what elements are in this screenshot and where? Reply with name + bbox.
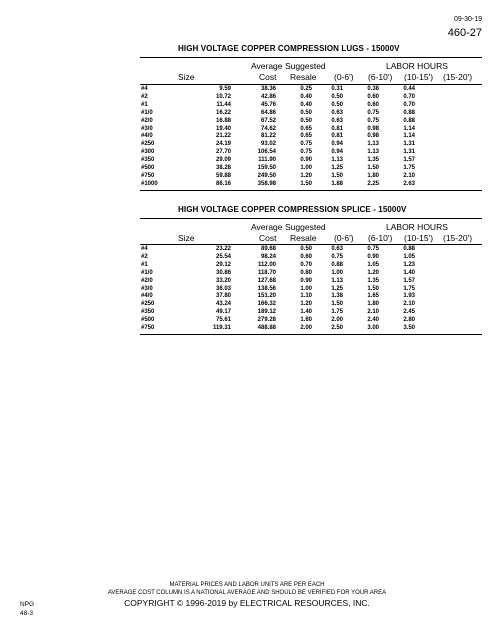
- cell-labor-6-10: 1.13: [331, 157, 343, 164]
- cell-labor-10-15: 1.50: [367, 165, 379, 172]
- cell-labor-10-15: 1.65: [367, 293, 379, 300]
- cell-suggested-resale: 151.20: [257, 293, 276, 300]
- table-row: [141, 254, 415, 262]
- cell-average-cost: 37.80: [215, 293, 231, 300]
- cell-labor-0-6: 1.50: [300, 180, 312, 187]
- col-labor-hours-label: LABOR HOURS: [386, 61, 448, 71]
- table-row: [141, 86, 415, 94]
- cell-size: #500: [141, 317, 155, 324]
- cell-labor-6-10: 1.25: [331, 285, 343, 292]
- cell-labor-15-20: 0.88: [403, 117, 415, 124]
- footer-note: AVERAGE COST COLUMN IS A NATIONAL AVERAGE AND SHOULD BE VERIFIED FOR YOUR AREA: [107, 590, 387, 596]
- cell-labor-6-10: 0.50: [331, 101, 343, 108]
- title-rule: [140, 218, 482, 219]
- table-row: [141, 278, 415, 286]
- table-row: [141, 102, 415, 110]
- cell-average-cost: 75.61: [215, 317, 231, 324]
- table-row: [141, 325, 415, 333]
- cell-size: #1: [141, 261, 148, 268]
- cell-size: #3/0: [141, 125, 153, 132]
- cell-labor-0-6: 1.60: [300, 317, 312, 324]
- cell-labor-6-10: 0.63: [331, 246, 343, 252]
- cell-suggested-resale: 93.02: [260, 141, 276, 148]
- cell-suggested-resale: 38.36: [260, 86, 276, 92]
- cell-suggested-resale: 249.50: [257, 172, 276, 179]
- cell-labor-6-10: 1.50: [331, 301, 343, 308]
- col-range-0-6: (0-6'): [334, 233, 354, 243]
- cell-labor-0-6: 2.00: [300, 325, 312, 332]
- table-row: [141, 110, 415, 118]
- table-row: [141, 270, 415, 278]
- cell-suggested-resale: 138.56: [257, 285, 276, 292]
- data-table-splice: [141, 246, 415, 333]
- cell-labor-15-20: 0.88: [403, 109, 415, 116]
- cell-labor-10-15: 0.60: [367, 101, 379, 108]
- cell-size: #1000: [141, 180, 158, 187]
- cell-labor-15-20: 0.70: [403, 101, 415, 108]
- col-average-label: Average: [251, 61, 283, 71]
- cell-labor-6-10: 1.25: [331, 165, 343, 172]
- cell-size: #1/0: [141, 269, 153, 276]
- cell-labor-15-20: 2.63: [403, 180, 415, 187]
- cell-average-cost: 9.59: [219, 86, 231, 92]
- cell-suggested-resale: 98.24: [260, 253, 276, 260]
- cell-average-cost: 38.28: [215, 165, 231, 172]
- cell-labor-15-20: 1.75: [403, 285, 415, 292]
- cell-size: #1: [141, 101, 148, 108]
- cell-suggested-resale: 159.50: [257, 165, 276, 172]
- table-row: [141, 126, 415, 134]
- copyright: COPYRIGHT © 1996-2019 by ELECTRICAL RESOURCES, INC.: [124, 598, 370, 608]
- cell-labor-15-20: 1.14: [403, 133, 415, 140]
- cell-labor-15-20: 1.93: [403, 293, 415, 300]
- cell-labor-0-6: 0.40: [300, 101, 312, 108]
- cell-labor-10-15: 1.13: [367, 141, 379, 148]
- cell-size: #250: [141, 141, 155, 148]
- cell-labor-0-6: 0.40: [300, 93, 312, 100]
- cell-size: #4/0: [141, 293, 153, 300]
- cell-size: #1/0: [141, 109, 153, 116]
- cell-average-cost: 86.16: [215, 180, 231, 187]
- cell-average-cost: 16.88: [215, 117, 231, 124]
- npg-label: [20, 600, 34, 618]
- cell-size: #3/0: [141, 285, 153, 292]
- cell-labor-10-15: 0.75: [367, 117, 379, 124]
- table-title-splice: HIGH VOLTAGE COPPER COMPRESSION SPLICE - 15000V: [178, 205, 407, 214]
- cell-labor-0-6: 0.75: [300, 149, 312, 156]
- cell-suggested-resale: 67.52: [260, 117, 276, 124]
- cell-labor-0-6: 0.25: [300, 86, 312, 92]
- cell-size: #750: [141, 172, 155, 179]
- cell-labor-0-6: 0.75: [300, 141, 312, 148]
- cell-size: #500: [141, 165, 155, 172]
- cell-suggested-resale: 279.28: [257, 317, 276, 324]
- cell-average-cost: 24.19: [215, 141, 231, 148]
- cell-labor-10-15: 3.00: [367, 325, 379, 332]
- cell-average-cost: 11.44: [216, 101, 231, 108]
- cell-size: #2/0: [141, 277, 153, 284]
- cell-labor-6-10: 0.81: [331, 125, 343, 132]
- cell-suggested-resale: 488.88: [257, 325, 276, 332]
- cell-suggested-resale: 127.68: [257, 277, 276, 284]
- cell-labor-0-6: 0.50: [300, 117, 312, 124]
- col-labor-hours-label: LABOR HOURS: [386, 222, 448, 232]
- cell-labor-10-15: 2.10: [367, 309, 379, 316]
- table-row: [141, 149, 415, 157]
- cell-labor-0-6: 0.65: [300, 133, 312, 140]
- table-row: [141, 157, 415, 165]
- cell-labor-10-15: 1.80: [367, 301, 379, 308]
- cell-labor-0-6: 0.60: [300, 253, 312, 260]
- cell-suggested-resale: 111.90: [258, 157, 276, 164]
- col-range-10-15: (10-15'): [404, 72, 434, 82]
- cell-suggested-resale: 45.76: [260, 101, 276, 108]
- cell-size: #2: [141, 93, 148, 100]
- cell-labor-6-10: 2.50: [331, 325, 343, 332]
- cell-suggested-resale: 106.54: [257, 149, 276, 156]
- title-rule: [140, 57, 482, 58]
- cell-size: #350: [141, 309, 155, 316]
- cell-labor-10-15: 0.90: [367, 253, 379, 260]
- cell-size: #2: [141, 253, 148, 260]
- cell-average-cost: 29.12: [215, 261, 231, 268]
- page-date: 09-30-19: [453, 16, 482, 23]
- table-row: [141, 262, 415, 270]
- cell-labor-6-10: 1.38: [331, 293, 343, 300]
- table-row: [141, 94, 415, 102]
- cell-labor-0-6: 1.20: [300, 301, 312, 308]
- cell-labor-15-20: 2.10: [403, 172, 415, 179]
- cell-suggested-resale: 89.68: [260, 246, 276, 252]
- cell-size: #250: [141, 301, 155, 308]
- cell-labor-10-15: 0.98: [367, 133, 379, 140]
- table-row: [141, 173, 415, 181]
- cell-labor-15-20: 1.57: [403, 157, 415, 164]
- cell-size: #2/0: [141, 117, 153, 124]
- table-bottom-rule: [140, 190, 482, 191]
- cell-labor-15-20: 3.50: [403, 325, 415, 332]
- cell-labor-15-20: 2.80: [403, 317, 415, 324]
- col-range-0-6: (0-6'): [334, 72, 354, 82]
- cell-average-cost: 29.09: [215, 157, 231, 164]
- cell-average-cost: 30.86: [215, 269, 231, 276]
- cell-size: #4/0: [141, 133, 153, 140]
- cell-suggested-resale: 166.32: [257, 301, 276, 308]
- cell-labor-6-10: 1.88: [331, 180, 343, 187]
- col-cost-label: Cost: [259, 72, 277, 82]
- cell-labor-6-10: 0.81: [331, 133, 343, 140]
- cell-labor-15-20: 0.70: [403, 93, 415, 100]
- cell-labor-0-6: 0.50: [300, 246, 312, 252]
- cell-labor-10-15: 1.50: [367, 285, 379, 292]
- col-range-15-20: (15-20'): [443, 233, 473, 243]
- cell-average-cost: 25.54: [215, 253, 231, 260]
- col-resale-label: Resale: [290, 233, 317, 243]
- cell-labor-15-20: 1.31: [403, 149, 415, 156]
- cell-size: #750: [141, 325, 155, 332]
- cell-labor-10-15: 0.60: [367, 93, 379, 100]
- cell-suggested-resale: 358.98: [257, 180, 276, 187]
- cell-labor-6-10: 0.63: [331, 117, 343, 124]
- cell-suggested-resale: 118.70: [257, 269, 276, 276]
- cell-labor-15-20: 1.31: [403, 141, 415, 148]
- cell-average-cost: 27.70: [215, 149, 231, 156]
- col-resale-label: Resale: [290, 72, 317, 82]
- cell-size: #4: [141, 86, 148, 92]
- cell-labor-0-6: 1.00: [300, 165, 312, 172]
- footer-note: MATERIAL PRICES AND LABOR UNITS ARE PER EACH: [169, 582, 325, 588]
- table-row: [141, 246, 415, 254]
- table-row: [141, 133, 415, 141]
- cell-labor-10-15: 1.05: [367, 261, 379, 268]
- cell-labor-10-15: 0.75: [367, 109, 379, 116]
- cell-labor-6-10: 0.94: [331, 149, 343, 156]
- cell-labor-10-15: 1.20: [367, 269, 379, 276]
- cell-suggested-resale: 64.86: [260, 109, 276, 116]
- cell-labor-0-6: 0.50: [300, 109, 312, 116]
- cell-labor-10-15: 2.40: [367, 317, 379, 324]
- cell-size: #300: [141, 149, 155, 156]
- table-row: [141, 165, 415, 173]
- table-row: [141, 118, 415, 126]
- cell-labor-15-20: 1.57: [403, 277, 415, 284]
- cell-average-cost: 49.17: [215, 309, 231, 316]
- col-size-label: Size: [178, 72, 195, 82]
- cell-labor-10-15: 0.38: [367, 86, 379, 92]
- table-row: [141, 286, 415, 294]
- col-suggested-label: Suggested: [285, 222, 326, 232]
- cell-labor-15-20: 1.14: [403, 125, 415, 132]
- cell-labor-6-10: 1.13: [331, 277, 343, 284]
- table-row: [141, 309, 415, 317]
- cell-labor-0-6: 0.90: [300, 157, 312, 164]
- npg-page: 48-3: [20, 610, 34, 617]
- cell-labor-6-10: 0.31: [331, 86, 343, 92]
- cell-labor-6-10: 1.50: [331, 172, 343, 179]
- cell-labor-6-10: 0.63: [331, 109, 343, 116]
- cell-labor-6-10: 0.50: [331, 93, 343, 100]
- cell-average-cost: 23.22: [215, 246, 231, 252]
- cell-labor-10-15: 1.35: [367, 277, 379, 284]
- cell-labor-15-20: 1.05: [403, 253, 415, 260]
- cell-labor-6-10: 1.00: [331, 269, 343, 276]
- cell-average-cost: 10.72: [215, 93, 231, 100]
- cell-labor-15-20: 1.75: [403, 165, 415, 172]
- col-range-15-20: (15-20'): [443, 72, 473, 82]
- col-range-10-15: (10-15'): [404, 233, 434, 243]
- cell-size: #4: [141, 246, 148, 252]
- header-rule: [140, 84, 482, 85]
- table-row: [141, 141, 415, 149]
- cell-labor-15-20: 1.40: [403, 269, 415, 276]
- cell-labor-6-10: 0.75: [331, 253, 343, 260]
- cell-labor-10-15: 2.25: [367, 180, 379, 187]
- col-suggested-label: Suggested: [285, 61, 326, 71]
- cell-average-cost: 59.88: [215, 172, 231, 179]
- cell-labor-0-6: 1.10: [300, 293, 312, 300]
- cell-labor-0-6: 1.40: [300, 309, 312, 316]
- npg-code: NPG: [20, 601, 35, 608]
- col-average-label: Average: [251, 222, 283, 232]
- cell-labor-0-6: 0.80: [300, 269, 312, 276]
- cell-labor-0-6: 0.70: [300, 261, 312, 268]
- page-number: 460-27: [447, 27, 482, 39]
- table-bottom-rule: [140, 334, 482, 335]
- cell-suggested-resale: 112.00: [257, 261, 276, 268]
- table-row: [141, 293, 415, 301]
- cell-labor-6-10: 2.00: [331, 317, 343, 324]
- cell-labor-0-6: 1.00: [300, 285, 312, 292]
- table-row: [141, 301, 415, 309]
- cell-suggested-resale: 42.86: [260, 93, 276, 100]
- cell-average-cost: 33.20: [215, 277, 231, 284]
- table-row: [141, 317, 415, 325]
- cell-average-cost: 16.22: [215, 109, 231, 116]
- cell-labor-6-10: 0.88: [331, 261, 343, 268]
- cell-average-cost: 19.40: [215, 125, 231, 132]
- cell-labor-6-10: 0.94: [331, 141, 343, 148]
- cell-labor-15-20: 0.44: [403, 86, 415, 92]
- cell-suggested-resale: 189.12: [257, 309, 276, 316]
- cell-labor-6-10: 1.75: [331, 309, 343, 316]
- cell-labor-15-20: 1.23: [403, 261, 415, 268]
- cell-labor-10-15: 1.35: [367, 157, 379, 164]
- data-table-lugs: [141, 86, 415, 189]
- col-range-6-10: (6-10'): [368, 72, 393, 82]
- cell-labor-0-6: 0.65: [300, 125, 312, 132]
- cell-labor-15-20: 2.45: [403, 309, 415, 316]
- cell-labor-0-6: 1.20: [300, 172, 312, 179]
- cell-labor-15-20: 2.10: [403, 301, 415, 308]
- cell-labor-10-15: 0.98: [367, 125, 379, 132]
- cell-labor-10-15: 1.80: [367, 172, 379, 179]
- cell-average-cost: 43.24: [215, 301, 231, 308]
- header-rule: [140, 244, 482, 245]
- cell-labor-15-20: 0.88: [403, 246, 415, 252]
- cell-average-cost: 119.31: [212, 325, 231, 332]
- cell-average-cost: 36.03: [215, 285, 231, 292]
- cell-labor-10-15: 1.13: [367, 149, 379, 156]
- col-range-6-10: (6-10'): [368, 233, 393, 243]
- col-size-label: Size: [178, 233, 195, 243]
- col-cost-label: Cost: [259, 233, 277, 243]
- cell-labor-0-6: 0.90: [300, 277, 312, 284]
- table-title-lugs: HIGH VOLTAGE COPPER COMPRESSION LUGS - 15000V: [178, 44, 400, 53]
- cell-suggested-resale: 74.62: [260, 125, 276, 132]
- cell-size: #350: [141, 157, 155, 164]
- cell-labor-10-15: 0.75: [367, 246, 379, 252]
- cell-suggested-resale: 81.22: [260, 133, 276, 140]
- table-row: [141, 181, 415, 189]
- cell-average-cost: 21.22: [215, 133, 231, 140]
